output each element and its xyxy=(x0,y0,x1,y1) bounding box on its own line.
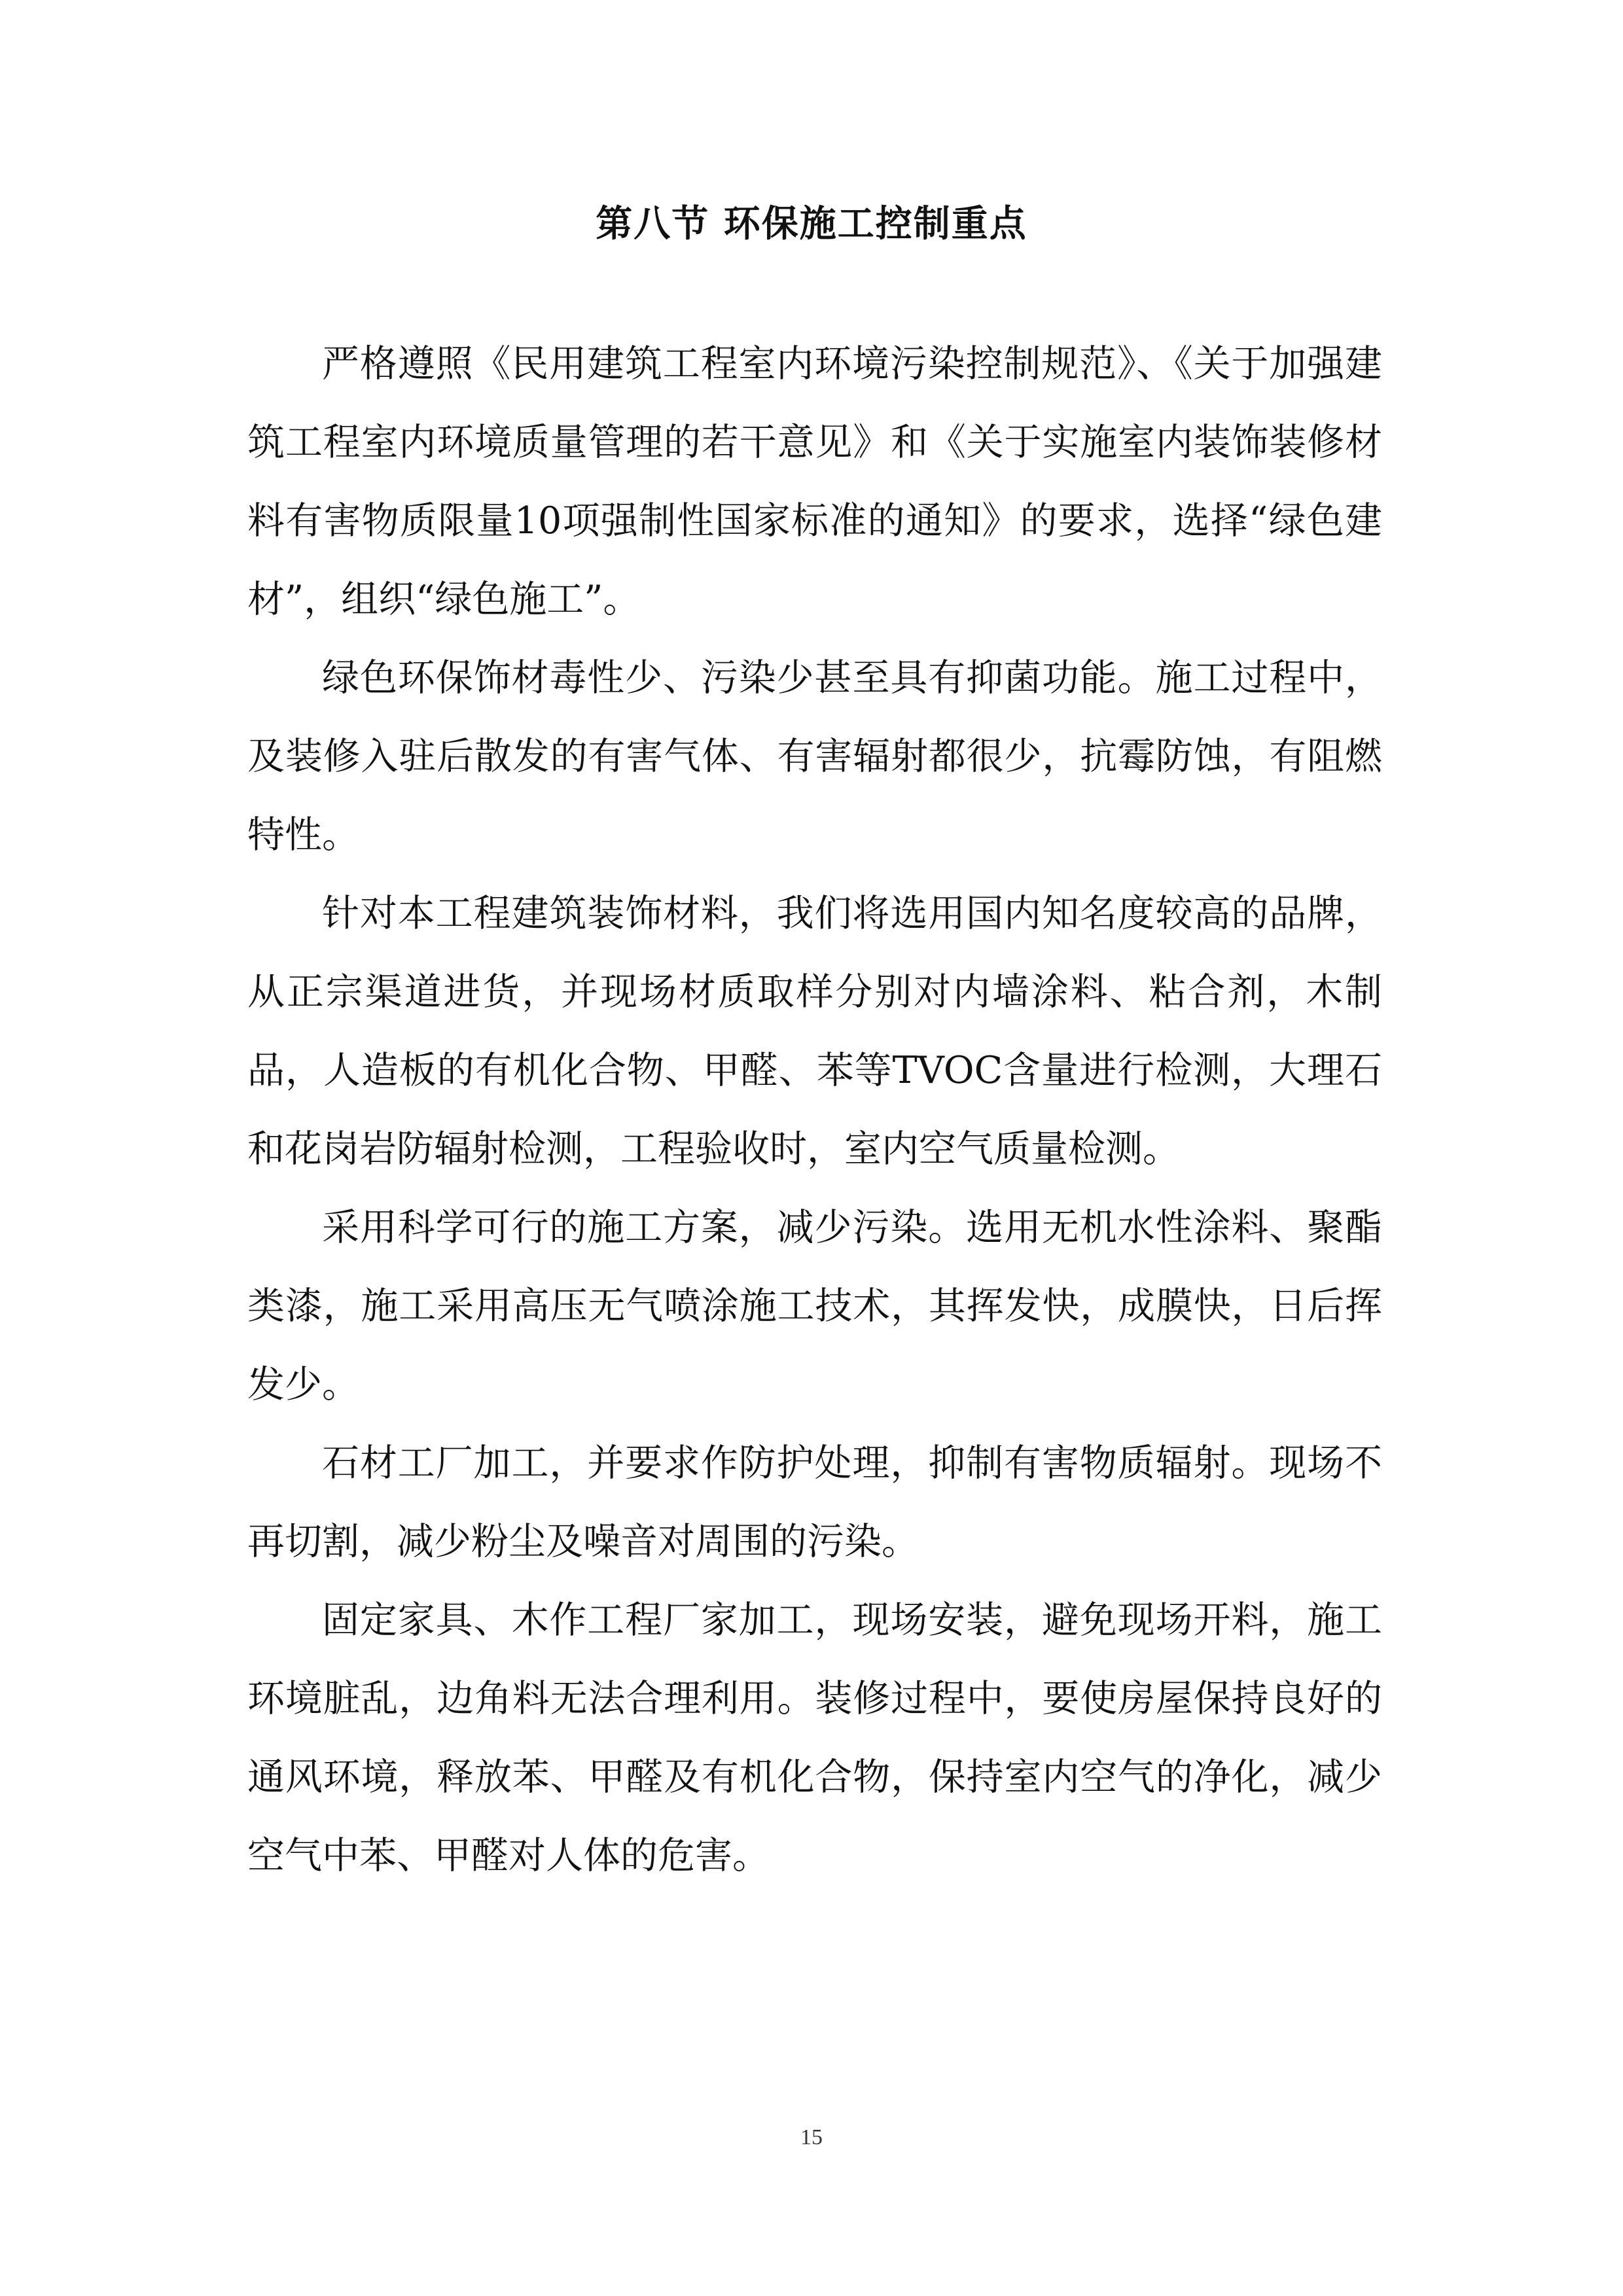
body-text xyxy=(247,325,1382,1895)
paragraph-furniture-ventilation: 固定家具、木作工程厂家加工，现场安装，避免现场开料，施工环境脏乱，边角料无法合理利用。装修过程中，要使房屋保持良好的通风环境，释放苯、甲醛及有机化合物，保持室内空气的净化，减少空气中苯、甲醛对人体的危害。 xyxy=(247,1598,1382,1877)
paragraph-construction-plan: 采用科学可行的施工方案，减少污染。选用无机水性涂料、聚酯类漆，施工采用高压无气喷涂施工技术，其挥发快，成膜快，日后挥发少。 xyxy=(247,1206,1382,1406)
paragraph-green-materials: 绿色环保饰材毒性少、污染少甚至具有抑菌功能。施工过程中，及装修入驻后散发的有害气体、有害辐射都很少，抗霉防蚀，有阻燃特性。 xyxy=(247,656,1382,857)
page-number: 15 xyxy=(800,2125,823,2149)
paragraph-standards: 严格遵照《民用建筑工程室内环境污染控制规范》、《关于加强建筑工程室内环境质量管理的若干意见》和《关于实施室内装饰装修材料有害物质限量10项强制性国家标准的通知》的要求，选择“绿色建材”，组织“绿色施工”。 xyxy=(247,342,1382,621)
paragraph-material-testing: 针对本工程建筑装饰材料，我们将选用国内知名度较高的品牌，从正宗渠道进货，并现场材质取样分别对内墙涂料、粘合剂，木制品，人造板的有机化合物、甲醛、苯等TVOC含量进行检测，大理石和花岗岩防辐射检测，工程验收时，室内空气质量检测。 xyxy=(247,892,1382,1171)
section-title: 第八节 环保施工控制重点 xyxy=(596,203,1027,245)
paragraph-stone-processing: 石材工厂加工，并要求作防护处理，抑制有害物质辐射。现场不再切割，减少粉尘及噪音对周围的污染。 xyxy=(247,1441,1382,1563)
